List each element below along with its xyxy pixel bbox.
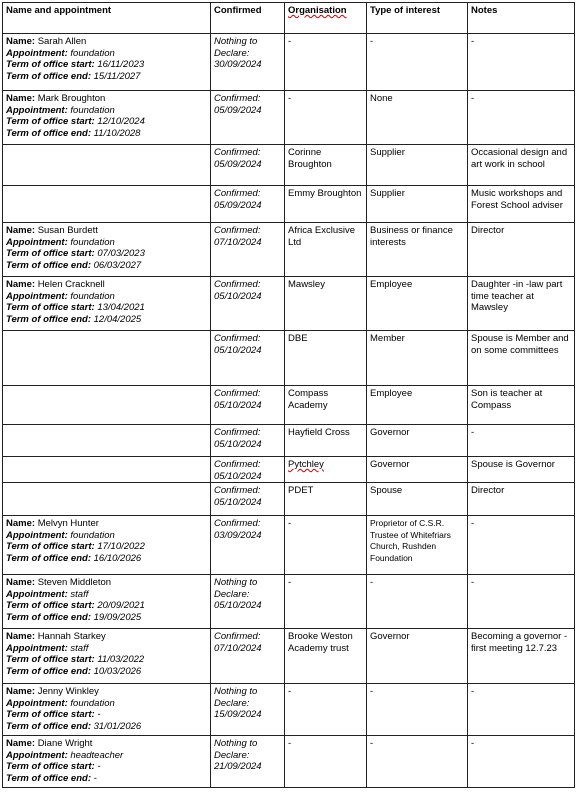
table-row [3,145,575,186]
organisation-cell [285,425,367,457]
term-end-label: Term of office end: [6,259,91,271]
table-row [3,186,575,223]
table-row [3,91,575,145]
governor-name: Diane Wright [37,738,93,750]
confirmed-text: 05/10/2024 [214,344,262,356]
notes-text: - [471,93,475,104]
appointment-type: foundation [70,290,115,302]
header-notes: Notes [468,3,575,34]
confirmed-cell [211,516,285,575]
term-end-label: Term of office end: [6,720,91,732]
organisation-cell [285,186,367,223]
organisation-cell [285,34,367,91]
governor-name: Jenny Winkley [37,686,99,698]
confirmed-text: Nothing to [214,36,258,47]
organisation-text: - [288,518,292,530]
type-of-interest-cell [367,223,468,277]
notes-cell [468,483,575,516]
confirmed-cell [211,457,285,483]
organisation-text: Corinne Broughton [288,147,332,170]
confirmed-text: Declare: [214,697,250,709]
appointment-type: staff [70,642,89,654]
confirmed-cell [211,277,285,331]
name-appointment-cell [3,575,211,629]
type-of-interest-text: None [370,93,393,104]
table-row [3,425,575,457]
governor-name: Susan Burdett [37,225,98,236]
appointment-type: foundation [70,236,115,248]
organisation-text: Emmy Broughton [288,188,362,199]
appointment-label: Appointment: [6,588,68,600]
table-row [3,736,575,788]
notes-cell [468,736,575,788]
term-end-label: Term of office end: [6,70,91,82]
confirmed-text: Confirmed: [214,225,261,236]
organisation-text: Pytchley [288,459,324,470]
confirmed-text: Confirmed: [214,485,261,497]
type-of-interest-text: - [370,577,374,589]
name-label: Name: [6,518,36,530]
term-end-value: 15/11/2027 [93,70,141,82]
type-of-interest-text: - [370,738,374,750]
confirmed-cell [211,223,285,277]
term-end-label: Term of office end: [6,665,91,677]
name-appointment-cell [3,457,211,483]
table-row [3,483,575,516]
confirmed-cell [211,386,285,425]
appointment-label: Appointment: [6,236,68,248]
term-start-label: Term of office start: [6,116,95,128]
organisation-cell [285,386,367,425]
confirmed-text: Confirmed: [214,388,261,399]
type-of-interest-cell [367,516,468,575]
term-start-value: 17/10/2022 [97,541,145,553]
confirmed-cell [211,186,285,223]
confirmed-text: Declare: [214,47,250,59]
name-label: Name: [6,225,36,236]
type-of-interest-cell [367,386,468,425]
table-row [3,575,575,629]
confirmed-text: Nothing to [214,577,258,589]
term-start-label: Term of office start: [6,709,95,721]
confirmed-text: 05/10/2024 [214,470,262,482]
confirmed-text: 07/10/2024 [214,236,262,248]
header-confirmed: Confirmed [211,3,285,34]
appointment-type: foundation [70,104,115,116]
notes-text: - [471,686,475,698]
notes-cell [468,684,575,736]
organisation-text: Compass Academy [288,388,329,411]
term-start-label: Term of office start: [6,302,95,314]
confirmed-text: 15/09/2024 [214,709,262,721]
notes-text: - [471,518,475,530]
name-label: Name: [6,738,36,750]
name-appointment-cell [3,684,211,736]
confirmed-cell [211,145,285,186]
term-end-value: - [93,772,97,784]
appointment-type: foundation [70,529,115,541]
confirmed-text: Confirmed: [214,459,261,470]
notes-text: Becoming a governor - first meeting 12.7.23 [471,631,568,654]
type-of-interest-text: - [370,36,374,47]
organisation-text: DBE [288,333,308,344]
notes-text: Occasional design and art work in school [471,147,568,170]
organisation-text: - [288,577,292,589]
term-end-label: Term of office end: [6,552,91,564]
type-of-interest-text: Employee [370,279,413,290]
term-start-value: - [97,709,101,721]
organisation-cell [285,516,367,575]
notes-text: Spouse is Governor [471,459,555,470]
type-of-interest-cell [367,145,468,186]
name-appointment-cell [3,145,211,186]
organisation-text: Brooke Weston Academy trust [288,631,353,654]
notes-cell [468,386,575,425]
type-of-interest-text: Governor [370,427,410,438]
notes-cell [468,145,575,186]
confirmed-cell [211,331,285,386]
confirmed-text: 05/09/2024 [214,199,262,211]
organisation-text: Africa Exclusive Ltd [288,225,356,248]
organisation-cell [285,331,367,386]
header-row [3,3,575,34]
confirmed-text: Nothing to [214,686,258,698]
table-row [3,516,575,575]
confirmed-text: Confirmed: [214,333,261,344]
organisation-cell [285,684,367,736]
organisation-cell [285,91,367,145]
confirmed-text: Declare: [214,749,250,761]
term-end-value: 31/01/2026 [93,720,142,732]
organisation-text: Hayfield Cross [288,427,350,438]
confirmed-text: 05/10/2024 [214,290,262,302]
header-type-of-interest: Type of interest [367,3,468,34]
notes-text: Spouse is Member and on some committees [471,333,569,356]
notes-text: Music workshops and Forest School adviser [471,188,563,211]
name-label: Name: [6,577,36,589]
type-of-interest-cell [367,629,468,684]
confirmed-cell [211,91,285,145]
name-appointment-cell [3,516,211,575]
notes-text: Son is teacher at Compass [471,388,543,411]
appointment-label: Appointment: [6,529,68,541]
notes-cell [468,34,575,91]
type-of-interest-cell [367,331,468,386]
term-end-value: 16/10/2026 [93,552,142,564]
type-of-interest-cell [367,684,468,736]
organisation-cell [285,457,367,483]
table-row [3,386,575,425]
term-end-value: 06/03/2027 [93,259,142,271]
confirmed-text: 21/09/2024 [214,761,262,773]
confirmed-text: Confirmed: [214,279,261,290]
organisation-text: - [288,686,292,698]
notes-cell [468,223,575,277]
confirmed-text: Nothing to [214,738,258,750]
governor-name: Sarah Allen [37,36,87,47]
organisation-cell [285,483,367,516]
name-appointment-cell [3,186,211,223]
name-label: Name: [6,93,36,104]
term-start-value: - [97,761,101,773]
organisation-cell [285,145,367,186]
type-of-interest-text: Business or finance interests [370,225,453,248]
organisation-text: - [288,93,292,104]
organisation-cell [285,223,367,277]
header-organisation: Organisation [285,3,367,34]
notes-text: - [471,577,475,589]
appointment-label: Appointment: [6,697,68,709]
organisation-cell [285,629,367,684]
notes-cell [468,331,575,386]
name-label: Name: [6,279,36,290]
type-of-interest-cell [367,575,468,629]
appointment-label: Appointment: [6,642,68,654]
term-start-label: Term of office start: [6,761,95,773]
notes-cell [468,277,575,331]
confirmed-cell [211,575,285,629]
name-label: Name: [6,36,36,47]
type-of-interest-cell [367,483,468,516]
term-end-value: 11/10/2028 [93,127,141,139]
governor-name: Helen Cracknell [37,279,105,290]
confirmed-text: 03/09/2024 [214,529,262,541]
confirmed-text: 05/10/2024 [214,600,262,612]
notes-cell [468,575,575,629]
type-of-interest-text: Spouse [370,485,403,497]
confirmed-cell [211,684,285,736]
organisation-text: Mawsley [288,279,325,290]
term-start-value: 07/03/2023 [97,248,145,260]
term-start-label: Term of office start: [6,248,95,260]
type-of-interest-cell [367,34,468,91]
name-label: Name: [6,631,36,643]
type-of-interest-text: Employee [370,388,413,399]
organisation-text: - [288,738,292,750]
confirmed-cell [211,736,285,788]
confirmed-text: Confirmed: [214,93,261,104]
appointment-label: Appointment: [6,47,68,59]
notes-text: Director [471,485,505,497]
table-row [3,629,575,684]
term-start-label: Term of office start: [6,654,95,666]
confirmed-text: 05/09/2024 [214,158,262,170]
name-appointment-cell [3,34,211,91]
notes-cell [468,186,575,223]
type-of-interest-text: Governor [370,631,410,643]
term-end-label: Term of office end: [6,313,91,325]
name-appointment-cell [3,91,211,145]
appointment-type: foundation [70,47,115,59]
notes-cell [468,629,575,684]
table-row [3,684,575,736]
table-row [3,331,575,386]
notes-text: - [471,36,475,47]
term-start-value: 20/09/2021 [97,600,145,612]
term-start-value: 16/11/2023 [97,59,145,71]
notes-cell [468,425,575,457]
notes-text: - [471,427,475,438]
name-appointment-cell [3,629,211,684]
confirmed-text: 05/09/2024 [214,104,262,116]
type-of-interest-text: Member [370,333,405,344]
governor-name: Mark Broughton [37,93,106,104]
confirmed-text: 07/10/2024 [214,642,262,654]
confirmed-cell [211,629,285,684]
term-end-value: 10/03/2026 [93,665,142,677]
confirmed-cell [211,34,285,91]
term-start-label: Term of office start: [6,600,95,612]
type-of-interest-text: Supplier [370,147,405,158]
confirmed-text: Declare: [214,588,250,600]
organisation-cell [285,277,367,331]
confirmed-text: Confirmed: [214,147,261,158]
appointment-label: Appointment: [6,290,68,302]
confirmed-text: Confirmed: [214,518,261,530]
confirmed-text: 05/10/2024 [214,496,262,508]
governor-name: Steven Middleton [37,577,112,589]
term-end-label: Term of office end: [6,772,91,784]
type-of-interest-cell [367,186,468,223]
appointment-type: foundation [70,697,115,709]
term-start-value: 13/04/2021 [97,302,145,314]
type-of-interest-cell [367,91,468,145]
type-of-interest-cell [367,736,468,788]
confirmed-text: 05/10/2024 [214,399,262,411]
confirmed-cell [211,425,285,457]
type-of-interest-cell [367,457,468,483]
name-appointment-cell [3,223,211,277]
organisation-text: PDET [288,485,314,497]
appointment-type: headteacher [70,749,124,761]
header-name-appointment: Name and appointment [3,3,211,34]
table-row [3,223,575,277]
table-row [3,457,575,483]
name-label: Name: [6,686,36,698]
organisation-cell [285,575,367,629]
confirmed-cell [211,483,285,516]
term-end-label: Term of office end: [6,611,91,623]
organisation-cell [285,736,367,788]
governor-name: Melvyn Hunter [37,518,99,530]
name-appointment-cell [3,483,211,516]
table-row [3,34,575,91]
appointment-type: staff [70,588,89,600]
type-of-interest-text: Proprietor of C.S.R. Trustee of Whitefriars Church, Rushden Foundation [370,518,451,563]
term-start-label: Term of office start: [6,59,95,71]
name-appointment-cell [3,425,211,457]
notes-cell [468,457,575,483]
type-of-interest-text: Supplier [370,188,405,199]
notes-cell [468,91,575,145]
notes-cell [468,516,575,575]
confirmed-text: Confirmed: [214,427,261,438]
type-of-interest-cell [367,277,468,331]
declarations-table [2,2,575,788]
notes-text: Director [471,225,505,236]
table-row [3,277,575,331]
name-appointment-cell [3,277,211,331]
name-appointment-cell [3,736,211,788]
type-of-interest-text: - [370,686,374,698]
confirmed-text: Confirmed: [214,631,261,643]
appointment-label: Appointment: [6,749,68,761]
term-end-value: 12/04/2025 [93,313,142,325]
confirmed-text: 30/09/2024 [214,59,262,71]
term-start-value: 12/10/2024 [97,116,145,128]
term-end-value: 19/09/2025 [93,611,142,623]
type-of-interest-text: Governor [370,459,410,470]
term-start-label: Term of office start: [6,541,95,553]
notes-text: - [471,738,475,750]
appointment-label: Appointment: [6,104,68,116]
notes-text: Daughter -in -law part time teacher at Mawsley [471,279,563,314]
name-appointment-cell [3,386,211,425]
name-appointment-cell [3,331,211,386]
confirmed-text: Confirmed: [214,188,261,199]
governor-name: Hannah Starkey [37,631,106,643]
term-end-label: Term of office end: [6,127,91,139]
type-of-interest-cell [367,425,468,457]
confirmed-text: 05/10/2024 [214,438,262,450]
organisation-text: - [288,36,292,47]
term-start-value: 11/03/2022 [97,654,145,666]
